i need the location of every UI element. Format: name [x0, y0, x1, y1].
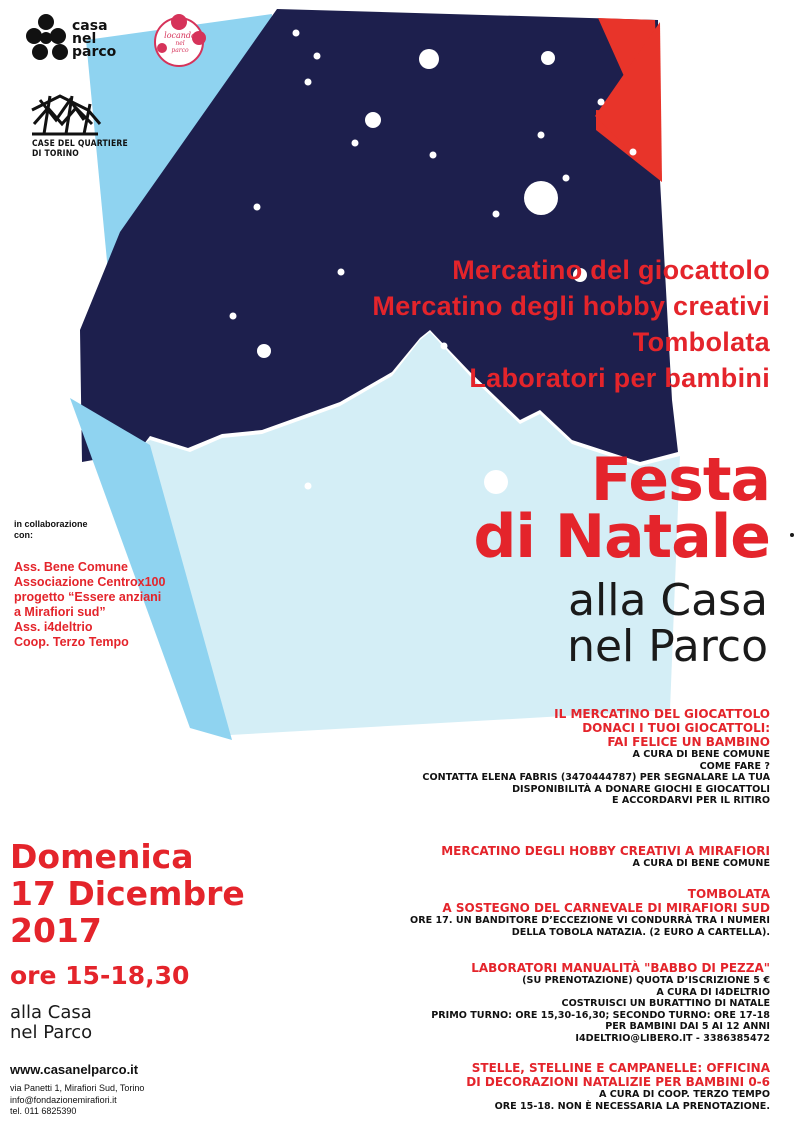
phone-line: tel. 011 6825390 [10, 1106, 77, 1116]
collab-intro-line: con: [14, 530, 33, 540]
date-line: 17 Dicembre [10, 874, 245, 913]
event-title [473, 445, 770, 572]
logo-line: DI TORINO [32, 149, 80, 159]
programme-text: DISPONIBILITÀ A DONARE GIOCHI E GIOCATTOLI [512, 783, 770, 795]
programme-officina [466, 1061, 770, 1112]
title-line: Festa [590, 445, 770, 515]
programme-heading: DONACI I TUOI GIOCATTOLI: [582, 721, 770, 735]
programme-heading: A SOSTEGNO DEL CARNEVALE DI MIRAFIORI SUD [442, 901, 770, 915]
logo-line: nel [175, 40, 185, 47]
contact-info [10, 1083, 144, 1118]
partner-item: Ass. i4deltrio [14, 620, 93, 634]
programme-text: A CURA DI COOP. TERZO TEMPO [599, 1089, 770, 1100]
collaboration-intro [14, 519, 88, 541]
logo-line: nel [72, 31, 97, 47]
case-del-quartiere-logo [32, 139, 128, 159]
activity-item: Tombolata [632, 327, 770, 357]
programme-text: CONTATTA ELENA FABRIS (3470444787) PER SEGNALARE LA TUA [422, 772, 770, 783]
case-del-quartiere-logo-mark [32, 96, 100, 134]
programme-heading: IL MERCATINO DEL GIOCATTOLO [554, 707, 770, 721]
programme-giocattolo [422, 707, 770, 807]
event-date [10, 838, 245, 949]
programme-text: (SU PRENOTAZIONE) QUOTA D’ISCRIZIONE 5 € [522, 975, 770, 986]
programme-text: PRIMO TURNO: ORE 15,30-16,30; SECONDO TURNO: ORE 17-18 [431, 1009, 770, 1021]
activities-list [372, 252, 770, 396]
programme-laboratori [431, 961, 770, 1044]
subtitle-line: alla Casa [568, 575, 768, 626]
casa-nel-parco-logo-mark [26, 14, 68, 60]
event-venue [10, 1003, 92, 1043]
address-line: via Panetti 1, Mirafiori Sud, Torino [10, 1083, 145, 1093]
programme-text: COME FARE ? [699, 760, 770, 772]
programme-text: A CURA DI I4DELTRIO [656, 986, 770, 998]
programme-text: E ACCORDARVI PER IL RITIRO [611, 795, 770, 806]
logo-line: locanda [164, 31, 196, 40]
partner-item: Ass. Bene Comune [14, 560, 128, 574]
collab-intro-line: in collaborazione [14, 519, 88, 529]
casa-nel-parco-logo [72, 20, 116, 59]
partner-item: Coop. Terzo Tempo [14, 635, 129, 649]
activity-item: Mercatino del giocattolo [452, 255, 770, 285]
programme-tombolata [410, 887, 770, 938]
programme-text: PER BAMBINI DAI 5 AI 12 ANNI [605, 1021, 770, 1032]
venue-line: nel Parco [10, 1022, 93, 1043]
partner-item: Associazione Centrox100 [14, 575, 166, 589]
venue-line: alla Casa [10, 1002, 92, 1023]
logo-line: CASE DEL QUARTIERE [32, 139, 128, 149]
subtitle-line: nel Parco [567, 621, 768, 672]
partner-item: a Mirafiori sud” [14, 605, 106, 619]
programme-text: ORE 15-18. NON È NECESSARIA LA PRENOTAZIONE. [494, 1100, 770, 1112]
programme-heading: FAI FELICE UN BAMBINO [607, 735, 770, 749]
locanda-logo [163, 32, 197, 54]
activity-item: Mercatino degli hobby creativi [372, 291, 770, 321]
programme-text: ORE 17. UN BANDITORE D’ECCEZIONE VI CONDURRÀ TRA I NUMERI [410, 915, 770, 926]
logo-line: parco [171, 47, 189, 54]
programme-hobby [441, 844, 770, 870]
event-hours: ore 15-18,30 [10, 961, 190, 990]
title-line: di Natale [473, 502, 770, 572]
programme-heading: MERCATINO DEGLI HOBBY CREATIVI A MIRAFIORI [441, 844, 770, 858]
programme-text: A CURA DI BENE COMUNE [632, 858, 770, 869]
activity-item: Laboratori per bambini [469, 363, 770, 393]
logo-line: parco [72, 44, 117, 60]
collaboration-partners [14, 560, 165, 650]
programme-heading: TOMBOLATA [687, 887, 770, 901]
logo-line: casa [72, 18, 108, 34]
event-subtitle [567, 575, 768, 672]
programme-text: COSTRUISCI UN BURATTINO DI NATALE [561, 998, 770, 1009]
website-link[interactable]: www.casanelparco.it [10, 1062, 139, 1077]
email-link[interactable]: info@fondazionemirafiori.it [10, 1094, 117, 1105]
programme-heading: STELLE, STELLINE E CAMPANELLE: OFFICINA [471, 1061, 770, 1075]
programme-text[interactable]: I4DELTRIO@LIBERO.IT - 3386385472 [575, 1032, 770, 1044]
programme-heading: DI DECORAZIONI NATALIZIE PER BAMBINI 0-6 [466, 1075, 770, 1089]
partner-item: progetto “Essere anziani [14, 590, 162, 604]
programme-text: DELLA TOBOLA NATAZIA. (2 EURO A CARTELLA). [511, 926, 770, 938]
programme-text: A CURA DI BENE COMUNE [632, 749, 770, 760]
date-line: 2017 [10, 911, 102, 950]
programme-heading: LABORATORI MANUALITÀ "BABBO DI PEZZA" [471, 961, 770, 975]
date-line: Domenica [10, 837, 194, 876]
